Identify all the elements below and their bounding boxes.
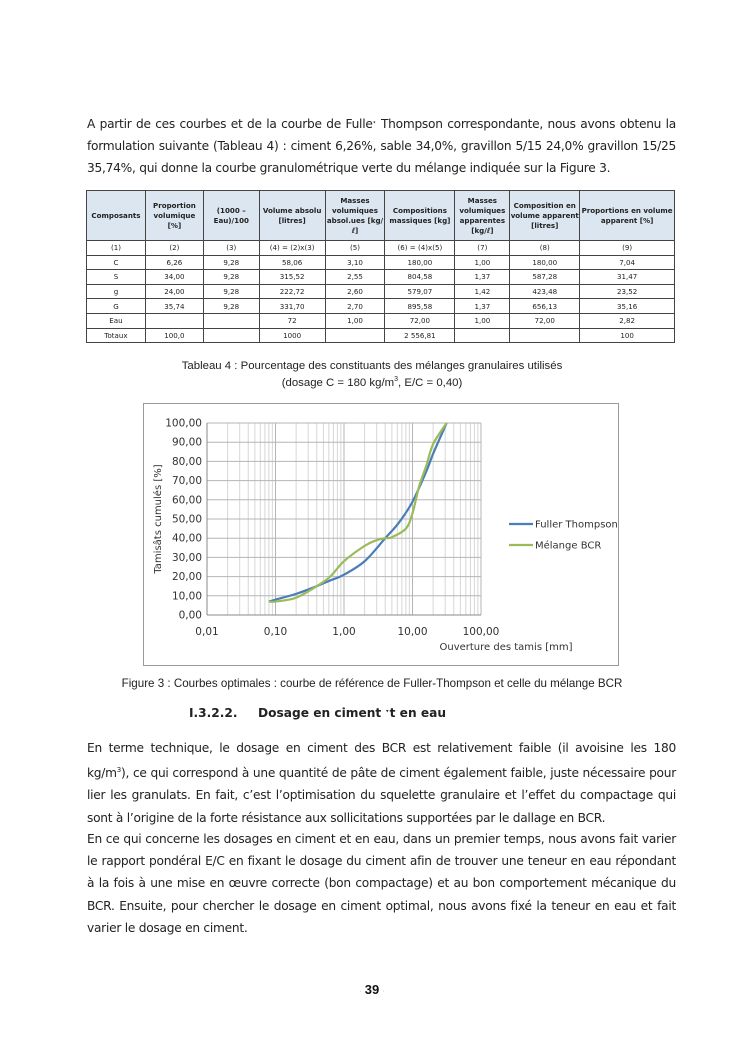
table-cell: g: [87, 284, 146, 299]
table-cell: 9,28: [203, 270, 259, 285]
table-cell: 72,00: [385, 313, 455, 328]
figure-caption: Figure 3 : Courbes optimales : courbe de référence de Fuller-Thompson et celle du mélange BCR: [121, 677, 623, 690]
table-caption-line1: Tableau 4 : Pourcentage des constituants des mélanges granulaires utilisés: [181, 360, 563, 372]
x-tick-label: 100,00: [462, 626, 500, 638]
table-cell: 423,48: [510, 284, 580, 299]
x-tick-label: 0,01: [195, 626, 219, 638]
table-cell: 1,00: [325, 313, 385, 328]
table-row: [87, 284, 675, 299]
table-cell: 2,70: [325, 299, 385, 314]
legend-label: Fuller Thompson: [535, 519, 618, 531]
table-cell: 9,28: [203, 255, 259, 270]
page-number-value: 39: [364, 982, 380, 997]
table-cell: [145, 313, 203, 328]
paragraph-dosage-method: [87, 828, 676, 939]
intro-text: A partir de ces courbes et de la courbe de Fulleˑ Thompson correspondante, nous avons obtenu la formulation suivante (Tableau 4) : ciment 6,26%, sable 34,0%, gravillon 5/15 24,0% gravillon 15/25 35,74%, qui donne la courbe granulométrique verte du mélange indiquée sur la Figure 3.: [87, 117, 676, 176]
table-cell: 3,10: [325, 255, 385, 270]
table-cell: 6,26: [145, 255, 203, 270]
y-tick-label: 0,00: [178, 609, 202, 622]
y-tick-label: 40,00: [171, 532, 202, 545]
table-cell: Eau: [87, 313, 146, 328]
table-cell: 35,74: [145, 299, 203, 314]
x-tick-label: 0,10: [263, 626, 288, 638]
paragraph-superscript: 3: [116, 766, 121, 775]
table-cell: C: [87, 255, 146, 270]
paragraph-text: En ce qui concerne les dosages en ciment et en eau, dans un premier temps, nous avons fait varier le rapport pondéral E/C en fixant le dosage du ciment afin de trouver une teneur en eau répondant à la fois à une mise en œuvre correcte (bon compactage) et au bon comportement mécanique du BCR. Ensuite, pour chercher le dosage en ciment optimal, nous avons fixé la teneur en eau et fait varier le dosage en ciment.: [87, 832, 676, 935]
table-cell: (5): [325, 241, 385, 256]
table-cell: 72: [259, 313, 325, 328]
y-tick-label: 20,00: [171, 571, 202, 584]
table-cell: (2): [145, 241, 203, 256]
series-fuller-thompson: [269, 423, 447, 602]
col-header: (1000 – Eau)/100: [203, 191, 259, 241]
index-row: [87, 241, 675, 256]
caption-text: , E/C = 0,40): [398, 376, 463, 389]
paragraph-segment: ), ce qui correspond à une quantité de pâte de ciment également faible, juste nécessaire pour lier les granulats. En fait, c’est l’optimisation du squelette granulaire et l’effet du compactage qui sont à l’origine de la forte résistance aux sollicitations supportées par le dallage en BCR.: [87, 766, 676, 825]
table-cell: 7,04: [580, 255, 675, 270]
table-cell: [203, 313, 259, 328]
table-row: [87, 270, 675, 285]
table-cell: [325, 328, 385, 343]
col-header: Masses volumiques apparentes [kg/ℓ]: [455, 191, 510, 241]
table-cell: G: [87, 299, 146, 314]
table-cell: 656,13: [510, 299, 580, 314]
paragraph-text: [87, 737, 676, 829]
table-caption-line2: [0, 373, 744, 390]
table-cell: 2 556,81: [385, 328, 455, 343]
table-cell: 804,58: [385, 270, 455, 285]
col-header: Volume absolu [litres]: [259, 191, 325, 241]
table-cell: (7): [455, 241, 510, 256]
paragraph-segment: En terme technique, le dosage en ciment des BCR est relativement faible (il avoisine les 180 kg/m: [87, 741, 676, 781]
table-cell: 222,72: [259, 284, 325, 299]
table-cell: Totaux: [87, 328, 146, 343]
y-tick-label: 60,00: [171, 494, 202, 507]
col-header: Masses volumiques absol.ues [kg/ℓ]: [325, 191, 385, 241]
table-cell: 587,28: [510, 270, 580, 285]
table-cell: 9,28: [203, 284, 259, 299]
table-cell: 180,00: [510, 255, 580, 270]
table-cell: (9): [580, 241, 675, 256]
table-cell: 23,52: [580, 284, 675, 299]
table-cell: 1,37: [455, 299, 510, 314]
table-cell: 72,00: [510, 313, 580, 328]
table-cell: 100: [580, 328, 675, 343]
table-row: [87, 299, 675, 314]
table-cell: 100,0: [145, 328, 203, 343]
col-header: Compositions massiques [kg]: [385, 191, 455, 241]
table-row: [87, 255, 675, 270]
x-tick-label: 1,00: [332, 626, 356, 638]
section-title: Dosage en ciment ˑt en eau: [258, 706, 447, 720]
col-header: Proportions en volume apparent [%]: [580, 191, 675, 241]
table-cell: (4) = (2)x(3): [259, 241, 325, 256]
y-tick-label: 90,00: [171, 436, 202, 449]
table-cell: 58,06: [259, 255, 325, 270]
col-header: Composants: [87, 191, 146, 241]
table-cell: 31,47: [580, 270, 675, 285]
y-tick-label: 50,00: [171, 513, 202, 526]
table-cell: 24,00: [145, 284, 203, 299]
table-cell: 9,28: [203, 299, 259, 314]
table-header-row: [87, 191, 675, 241]
granulometry-chart: [143, 403, 619, 666]
table-cell: [455, 328, 510, 343]
composition-table: [86, 190, 675, 343]
table-cell: (3): [203, 241, 259, 256]
table-cell: 35,16: [580, 299, 675, 314]
intro-paragraph: [87, 113, 676, 180]
table-cell: 180,00: [385, 255, 455, 270]
x-tick-label: 10,00: [397, 626, 428, 638]
table-cell: 1000: [259, 328, 325, 343]
paragraph-cement-dosage: [87, 737, 676, 829]
page-number: [0, 982, 744, 997]
table-cell: 315,52: [259, 270, 325, 285]
col-header: Composition en volume apparent [litres]: [510, 191, 580, 241]
table-cell: 1,00: [455, 313, 510, 328]
table-cell: 895,58: [385, 299, 455, 314]
table-cell: 2,55: [325, 270, 385, 285]
table-cell: 331,70: [259, 299, 325, 314]
table-row: [87, 328, 675, 343]
table-cell: [510, 328, 580, 343]
caption-text: (dosage C = 180 kg/m: [281, 376, 395, 389]
table-cell: 2,82: [580, 313, 675, 328]
caption-superscript: 3: [394, 376, 399, 383]
page-number-dot: .: [359, 987, 362, 994]
table-cell: (1): [87, 241, 146, 256]
table-cell: 579,07: [385, 284, 455, 299]
col-header: Proportion volumique [%]: [145, 191, 203, 241]
section-number: I.3.2.2.: [189, 706, 238, 720]
y-tick-label: 80,00: [171, 455, 202, 468]
table-row: [87, 313, 675, 328]
table-cell: 2,60: [325, 284, 385, 299]
table-cell: 34,00: [145, 270, 203, 285]
y-tick-label: 100,00: [165, 417, 202, 430]
y-axis-title: Tamisâts cumulés [%]: [153, 464, 164, 574]
y-tick-label: 70,00: [171, 475, 202, 488]
table-cell: (6) = (4)x(5): [385, 241, 455, 256]
y-tick-label: 30,00: [171, 551, 202, 564]
legend-label: Mélange BCR: [535, 540, 602, 552]
table-cell: S: [87, 270, 146, 285]
table-cell: 1,37: [455, 270, 510, 285]
series-melange-bcr: [269, 423, 447, 602]
x-axis-title: Ouverture des tamis [mm]: [439, 642, 573, 653]
table-cell: [203, 328, 259, 343]
y-tick-label: 10,00: [171, 590, 202, 603]
page-number-dot: .: [382, 987, 385, 994]
table-caption: [0, 360, 744, 390]
table-cell: (8): [510, 241, 580, 256]
table-cell: 1,42: [455, 284, 510, 299]
table-cell: 1,00: [455, 255, 510, 270]
